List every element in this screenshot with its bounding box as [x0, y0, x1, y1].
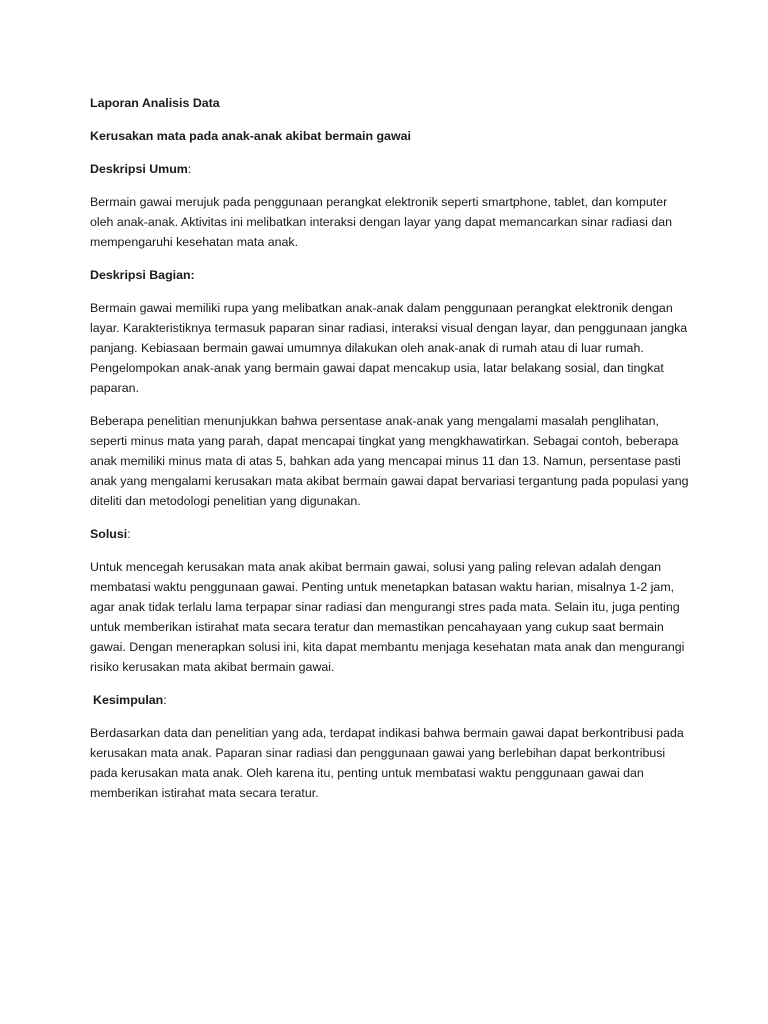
section-heading-deskripsi-umum	[90, 159, 690, 179]
section-heading-colon: :	[187, 162, 192, 176]
section-heading-text: Solusi	[90, 527, 128, 541]
section-heading-colon: :	[127, 527, 131, 541]
paragraph: Untuk mencegah kerusakan mata anak akibat bermain gawai, solusi yang paling relevan adalah dengan membatasi waktu penggunaan gawai. Penting untuk menetapkan batasan waktu harian, misalnya 1-2 jam, agar anak tidak terlalu lama terpapar sinar radiasi dan mengurangi stres pada mata. Selain itu, juga penting untuk memberikan istirahat mata secara teratur dan memastikan pencahayaan yang cukup saat bermain gawai. Dengan menerapkan solusi ini, kita dapat membantu menjaga kesehatan mata anak dan mengurangi risiko kerusakan mata akibat bermain gawai.	[90, 560, 685, 674]
section-heading-text: Deskripsi Umum	[90, 162, 188, 176]
section-heading-colon: :	[163, 693, 167, 707]
paragraph: Berdasarkan data dan penelitian yang ada, terdapat indikasi bahwa bermain gawai dapat berkontribusi pada kerusakan mata anak. Paparan sinar radiasi dan penggunaan gawai yang berlebihan dapat berkontribusi pada kerusakan mata anak. Oleh karena itu, penting untuk membatasi waktu penggunaan gawai dan memberikan istirahat mata secara teratur.	[90, 726, 684, 800]
document-page	[90, 93, 690, 816]
paragraph: Bermain gawai memiliki rupa yang melibatkan anak-anak dalam penggunaan perangkat elektronik dengan layar. Karakteristiknya termasuk paparan sinar radiasi, interaksi visual dengan layar, dan penggunaan jangka panjang. Kebiasaan bermain gawai umumnya dilakukan oleh anak-anak di rumah atau di luar rumah. Pengelompokan anak-anak yang bermain gawai dapat mencakup usia, latar belakang sosial, dan tingkat paparan.	[90, 301, 688, 395]
report-title: Laporan Analisis Data	[90, 96, 220, 110]
section-heading-deskripsi-bagian	[90, 265, 690, 285]
paragraph: Beberapa penelitian menunjukkan bahwa persentase anak-anak yang mengalami masalah penglihatan, seperti minus mata yang parah, dapat mencapai tingkat yang mengkhawatirkan. Sebagai contoh, beberapa anak memiliki minus mata di atas 5, bahkan ada yang mencapai minus 11 dan 13. Namun, persentase pasti anak yang mengalami kerusakan mata akibat bermain gawai dapat bervariasi tergantung pada populasi yang diteliti dan metodologi penelitian yang digunakan.	[90, 414, 689, 508]
section-heading-text: Kesimpulan	[93, 693, 164, 707]
section-heading-text: Deskripsi Bagian:	[90, 268, 195, 282]
section-heading-kesimpulan	[90, 690, 690, 710]
paragraph: Bermain gawai merujuk pada penggunaan perangkat elektronik seperti smartphone, tablet, dan komputer oleh anak-anak. Aktivitas ini melibatkan interaksi dengan layar yang dapat memancarkan sinar radiasi dan mempengaruhi kesehatan mata anak.	[90, 195, 673, 249]
subject-title: Kerusakan mata pada anak-anak akibat bermain gawai	[90, 129, 411, 143]
section-heading-solusi	[90, 524, 690, 544]
